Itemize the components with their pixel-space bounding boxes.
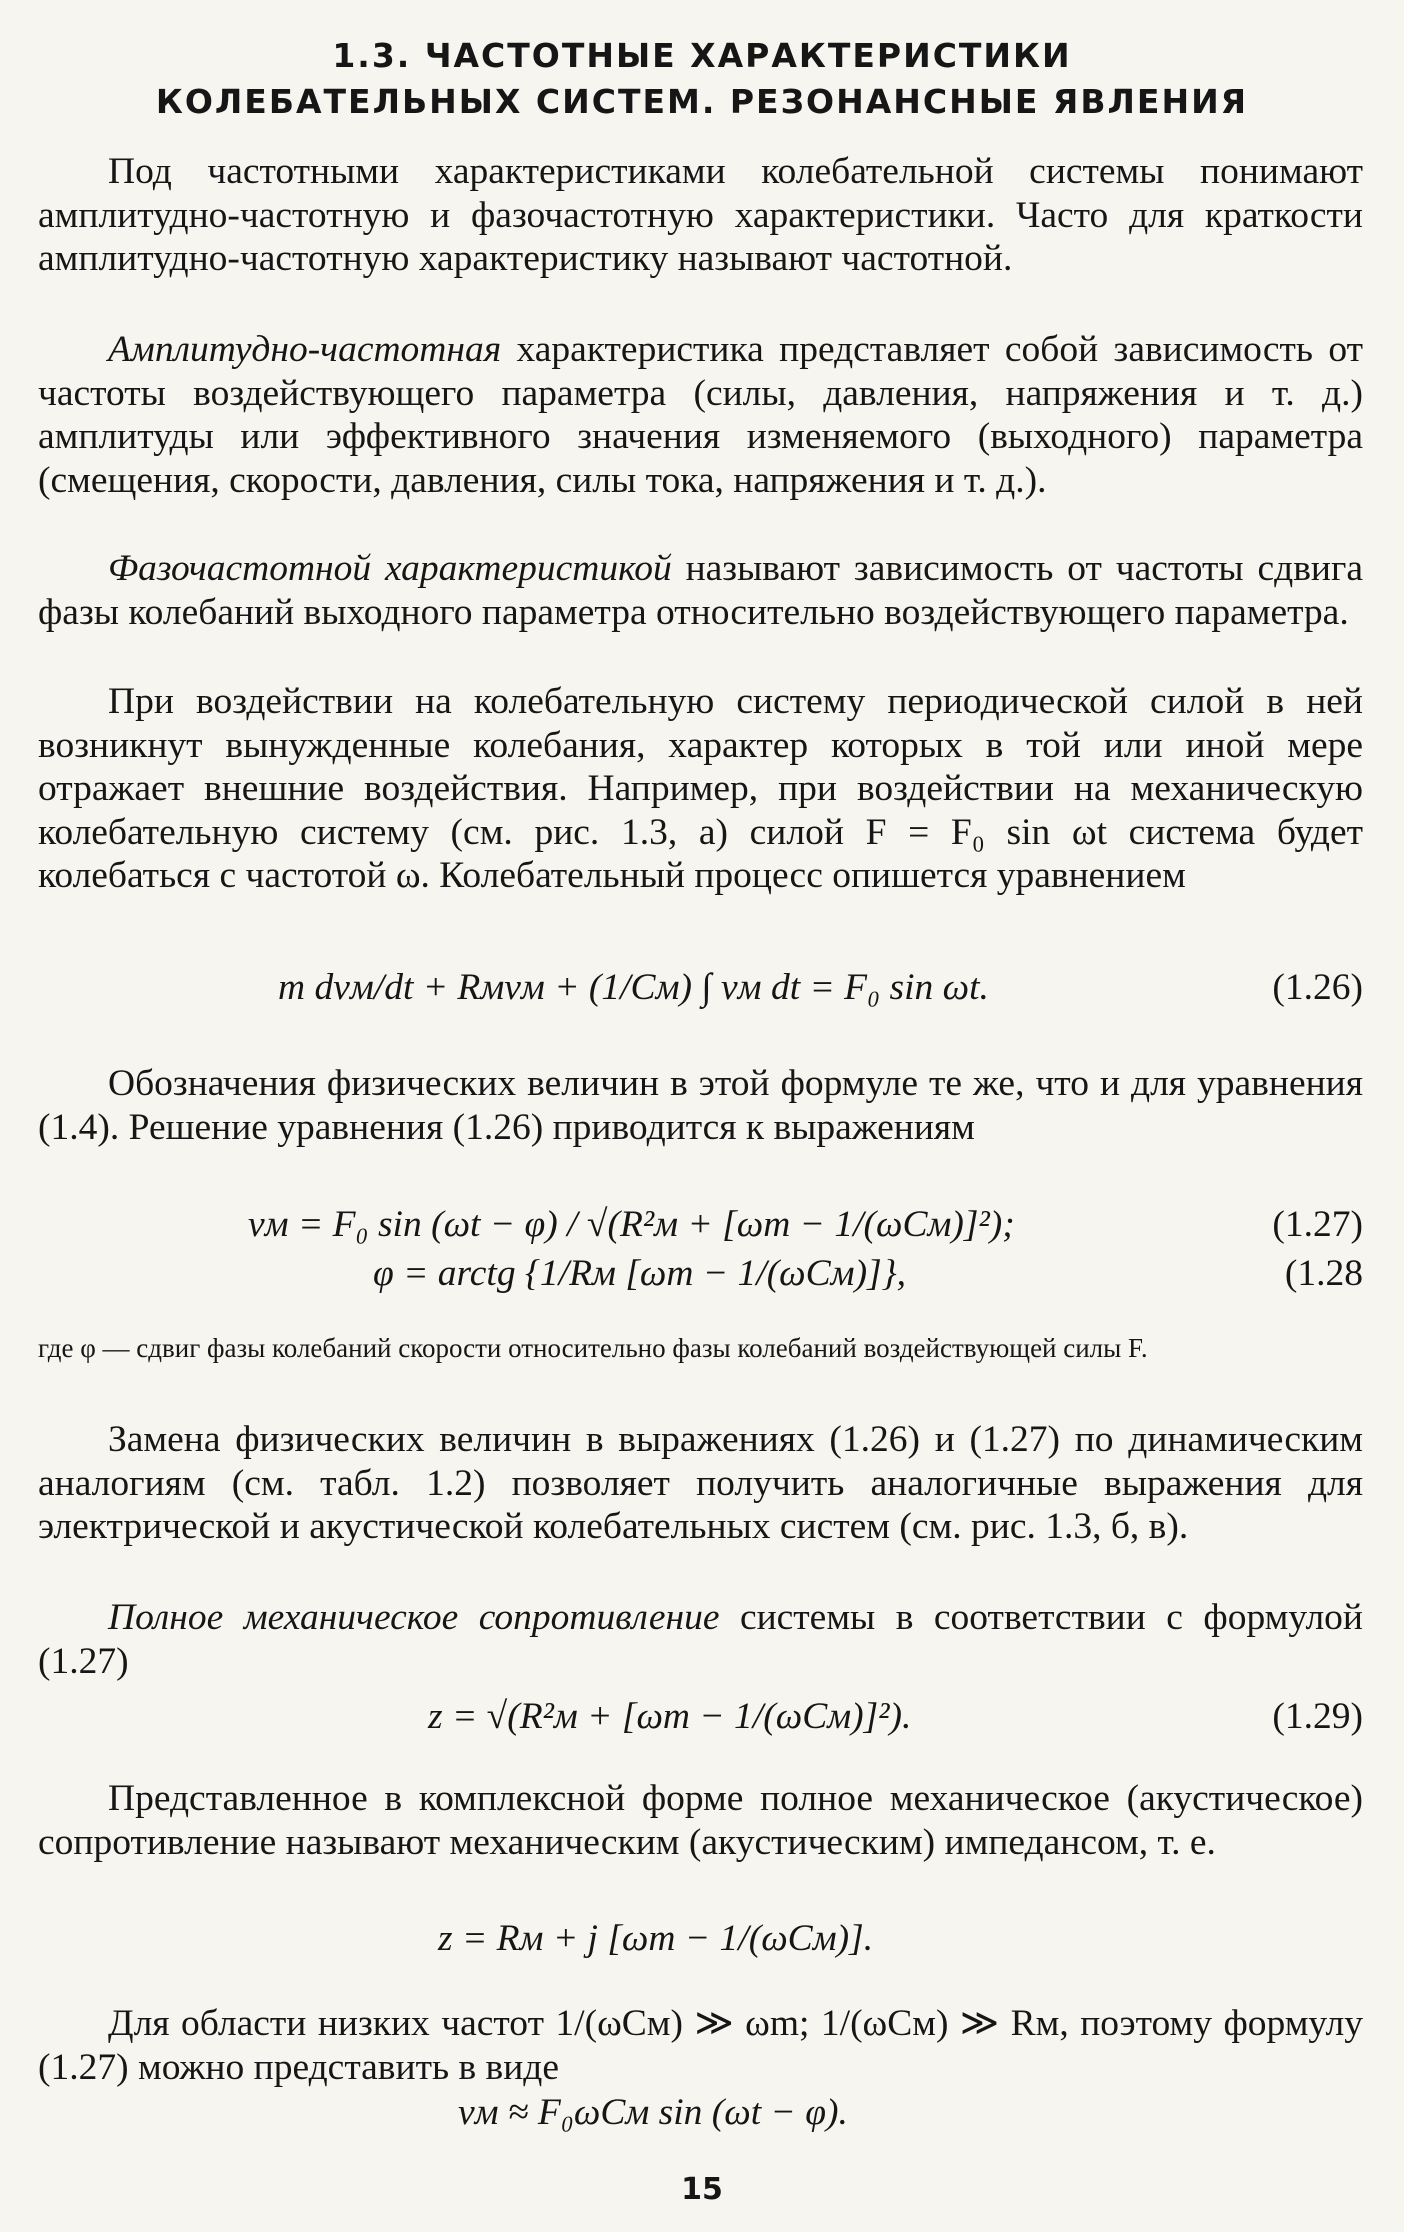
equation-low-frequency-velocity [38,2090,1363,2136]
equation-1-27-expression: vм = F₀ sin (ωt − φ) / √(R²м + [ωm − 1/(ωCм)]²); [248,1204,1015,1245]
paragraph-complex-impedance: Представленное в комплексной форме полное механическое (акустическое) сопротивление называют механическим (акустическим) импедансом, т. е. [38,1778,1363,1863]
equation-1-28-expression: φ = arctg {1/Rм [ωm − 1/(ωCм)]}, [373,1253,907,1294]
equation-1-28 [38,1251,1363,1297]
equation-complex-impedance [38,1916,1363,1962]
equation-1-27 [38,1202,1363,1248]
paragraph-notation: Обозначения физических величин в этой формуле те же, что и для уравнения (1.4). Решение уравнения (1.26) приводится к выражениям [38,1063,1363,1148]
note-phase-shift: где φ — сдвиг фазы колебаний скорости относительно фазы колебаний воздействующей силы F. [38,1333,1148,1363]
equation-1-27-number: (1.27) [1272,1204,1363,1245]
paragraph-amplitude-frequency [38,328,1363,502]
paragraph-phase-frequency [38,547,1363,634]
paragraph-mechanical-impedance [38,1596,1363,1683]
term-amplitude-frequency: Амплитудно-частотная [108,329,502,370]
paragraph-mechanical-impedance-text: системы в соответствии с формулой (1.27) [38,1597,1363,1682]
equation-1-26-expression: m dvм/dt + Rмvм + (1/Cм) ∫ vм dt = F₀ sin ωt. [278,967,989,1008]
paragraph-analogies: Замена физических величин в выражениях (1.26) и (1.27) по динамическим аналогиям (см. табл. 1.2) позволяет получить аналогичные выражения для электрической и акустической колебательных систем (см. рис. 1.3, б, в). [38,1419,1363,1547]
paragraph-amplitude-frequency-text: характеристика представляет собой зависимость от частоты воздействующего параметра (силы, давления, напряжения и т. д.) амплитуды или эффективного значения изменяемого (выходного) параметра (смещения, скорости, давления, силы тока, напряжения и т. д.). [38,329,1363,501]
equation-1-26-number: (1.26) [1272,967,1363,1008]
equation-low-frequency-expression: vм ≈ F₀ωCм sin (ωt − φ). [458,2092,848,2133]
equation-1-28-number: (1.28 [1284,1253,1363,1294]
paragraph-phase-frequency-text: называют зависимость от частоты сдвига фазы колебаний выходного параметра относительно воздействующего параметра. [38,548,1363,633]
page-number: 15 [681,2172,723,2207]
section-heading-line-1: 1.3. ЧАСТОТНЫЕ ХАРАКТЕРИСТИКИ [332,36,1072,75]
paragraph-definition: Под частотными характеристиками колебательной системы понимают амплитудно-частотную и фазочастотную характеристики. Часто для краткости амплитудно-частотную характеристику называют частотной. [38,151,1363,279]
equation-1-29-expression: z = √(R²м + [ωm − 1/(ωCм)]²). [428,1696,912,1737]
equation-1-29-number: (1.29) [1272,1696,1363,1737]
paragraph-forced-oscillations: При воздействии на колебательную систему периодической силой в ней возникнут вынужденные колебания, характер которых в той или иной мере отражает внешние воздействия. Например, при воздействии на механическую колебательную систему (см. рис. 1.3, а) силой F = F₀ sin ωt система будет колебаться с частотой ω. Колебательный процесс опишется уравнением [38,681,1363,896]
term-full-mechanical-resistance: Полное механическое сопротивление [108,1597,720,1638]
equation-1-26 [38,965,1363,1011]
term-phase-frequency: Фазочастотной характеристикой [108,548,672,589]
paragraph-low-frequency: Для области низких частот 1/(ωCм) ≫ ωm; 1/(ωCм) ≫ Rм, поэтому формулу (1.27) можно представить в виде [38,2003,1363,2088]
section-heading-line-2: КОЛЕБАТЕЛЬНЫХ СИСТЕМ. РЕЗОНАНСНЫЕ ЯВЛЕНИЯ [155,82,1249,121]
equation-complex-impedance-expression: z = Rм + j [ωm − 1/(ωCм)]. [438,1918,874,1959]
equation-1-29 [38,1694,1363,1740]
